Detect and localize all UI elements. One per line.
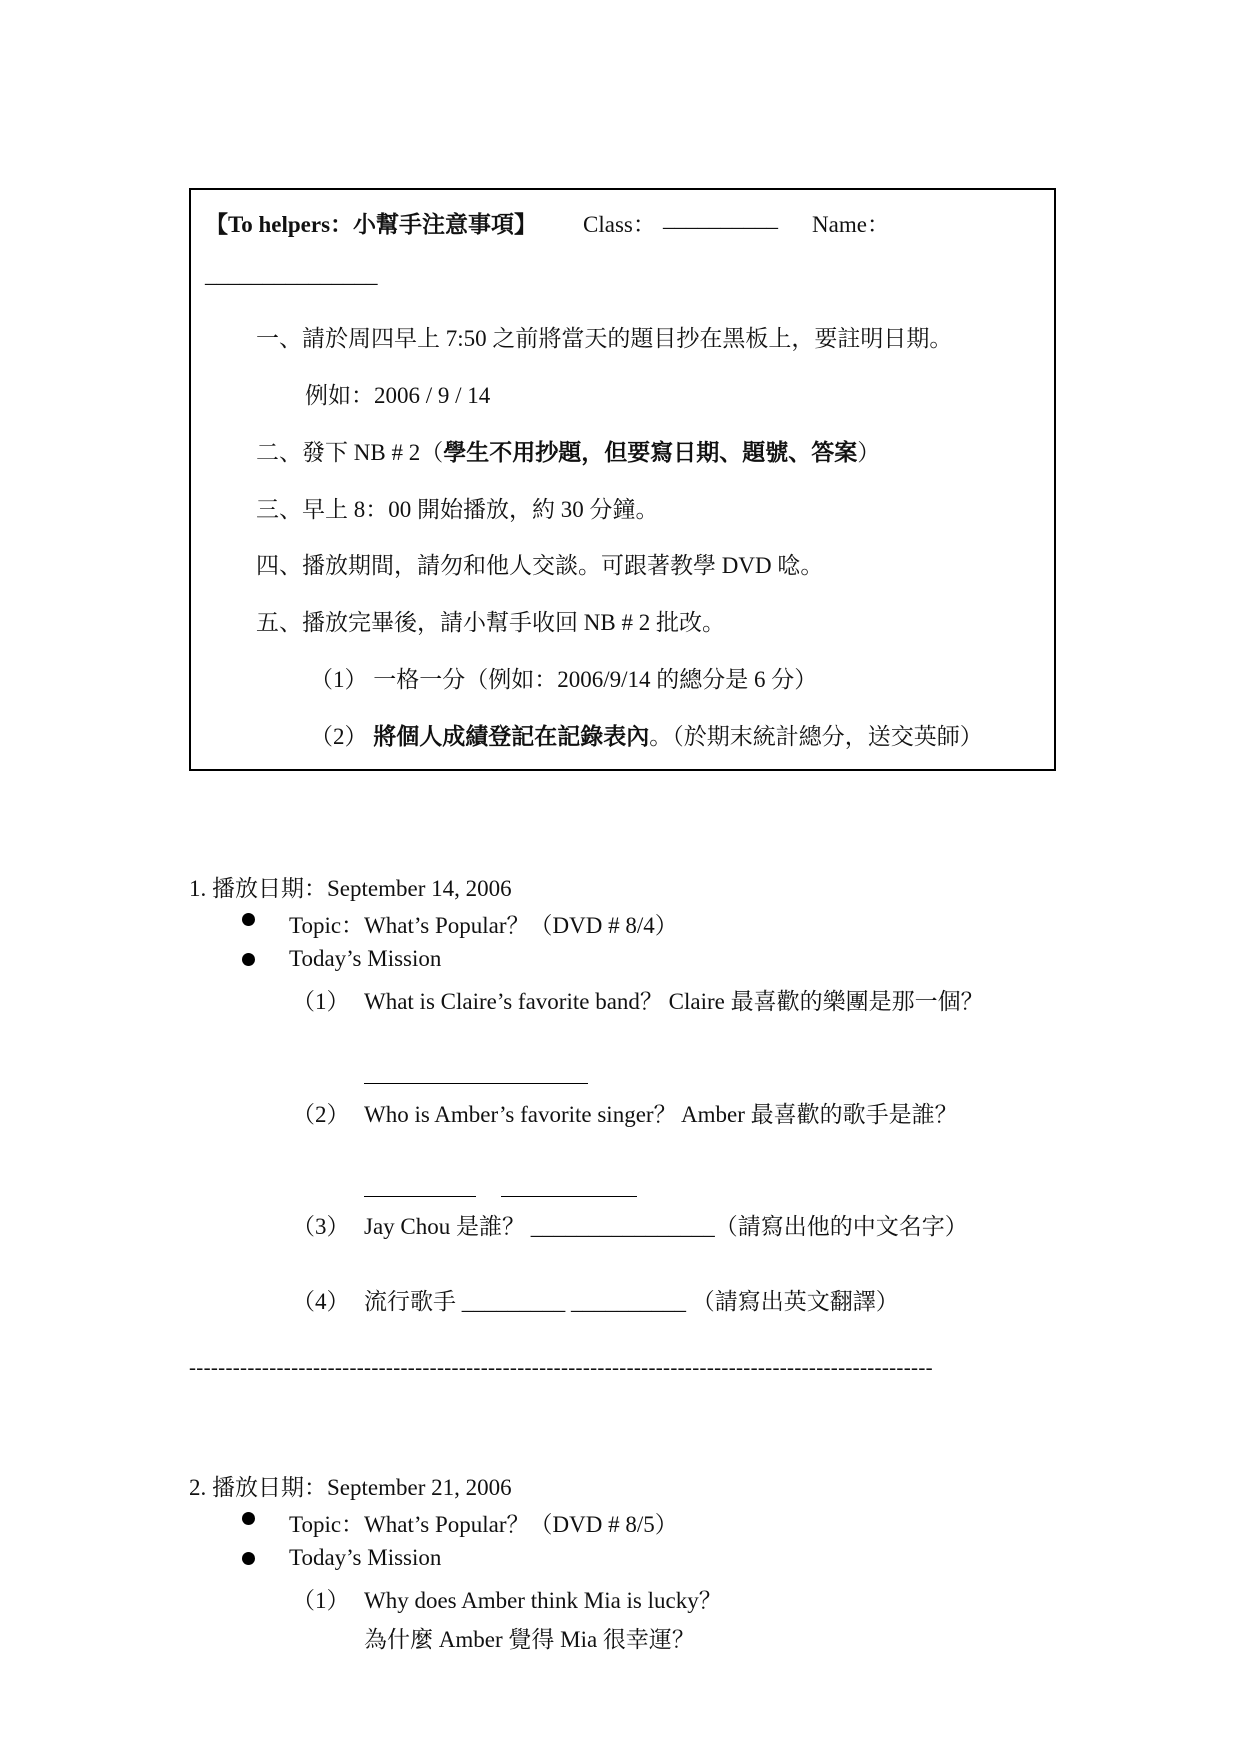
s2-q1-text: Why does Amber think Mia is lucky？ xyxy=(364,1588,722,1613)
s1-q4-text: 流行歌手 _________ __________ （請寫出英文翻譯） xyxy=(364,1289,899,1314)
heading-title: To helpers：小幫手注意事項 xyxy=(228,212,515,237)
section1-mission: Today’s Mission xyxy=(289,946,442,971)
heading-bracket-right: 】 xyxy=(514,212,538,237)
s1-q4-number: （4） xyxy=(292,1289,350,1314)
item2-emphasis: 學生不用抄題，但要寫日期、題號、答案 xyxy=(443,440,858,465)
s1-q3-number: （3） xyxy=(292,1214,350,1239)
instruction-item-4: 四、播放期間，請勿和他人交談。可跟著教學 DVD 唸。 xyxy=(256,553,824,578)
dashed-divider: ------------------------------------------------------------------------------------------------------ xyxy=(189,1355,933,1379)
section1-topic: Topic：What’s Popular？（DVD # 8/4） xyxy=(289,913,678,938)
instruction-sub-2 xyxy=(310,718,983,751)
name-label: Name： xyxy=(812,212,890,237)
bullet-icon xyxy=(242,953,255,966)
s1-q1-text: What is Claire’s favorite band？ Claire 最喜歡的樂團是那一個？ xyxy=(364,989,984,1014)
bullet-icon xyxy=(242,1552,255,1565)
instruction-item-1: 一、請於周四早上 7:50 之前將當天的題目抄在黑板上，要註明日期。 xyxy=(256,326,953,351)
instruction-item-3: 三、早上 8：00 開始播放，約 30 分鐘。 xyxy=(256,497,659,522)
sub2-suffix: 。（於期末統計總分，送交英師） xyxy=(649,724,983,749)
instruction-item-5: 五、播放完畢後，請小幫手收回 NB # 2 批改。 xyxy=(256,610,725,635)
instruction-item-1-example: 例如：2006 / 9 / 14 xyxy=(305,383,491,408)
heading-bracket-left: 【 xyxy=(205,212,228,237)
instruction-sub-1: （1） 一格一分（例如：2006/9/14 的總分是 6 分） xyxy=(310,667,818,692)
s1-q3-text: Jay Chou 是誰？ ________________（請寫出他的中文名字） xyxy=(364,1214,968,1239)
s1-q1-number: （1） xyxy=(292,989,350,1014)
s2-q1-number: （1） xyxy=(292,1588,350,1613)
bullet-icon xyxy=(242,1512,255,1525)
item2-prefix: 二、發下 NB # 2（ xyxy=(256,440,444,465)
instruction-item-2 xyxy=(256,434,880,467)
s1-q2-answer-line-1[interactable] xyxy=(364,1196,476,1197)
helpers-heading xyxy=(205,206,537,239)
class-label: Class： xyxy=(583,212,656,237)
section2-topic: Topic：What’s Popular？（DVD # 8/5） xyxy=(289,1512,678,1537)
bullet-icon xyxy=(242,913,255,926)
item2-suffix: ） xyxy=(857,440,881,465)
s2-q1-text-zh: 為什麼 Amber 覺得 Mia 很幸運？ xyxy=(364,1627,695,1652)
s1-q2-number: （2） xyxy=(292,1102,350,1127)
sub2-emphasis: 將個人成績登記在記錄表內 xyxy=(373,724,650,749)
name-blank[interactable]: _______________ xyxy=(205,262,378,287)
section1-date-line: 1. 播放日期：September 14, 2006 xyxy=(189,876,512,901)
s1-q2-answer-line-2[interactable] xyxy=(501,1196,637,1197)
s1-q2-text: Who is Amber’s favorite singer？ Amber 最喜歡的歌手是誰？ xyxy=(364,1102,958,1127)
class-blank[interactable]: __________ xyxy=(663,206,778,231)
section2-mission: Today’s Mission xyxy=(289,1545,442,1570)
s1-q1-answer-line[interactable] xyxy=(364,1083,588,1084)
section2-date-line: 2. 播放日期：September 21, 2006 xyxy=(189,1475,512,1500)
sub2-prefix: （2） xyxy=(310,724,374,749)
